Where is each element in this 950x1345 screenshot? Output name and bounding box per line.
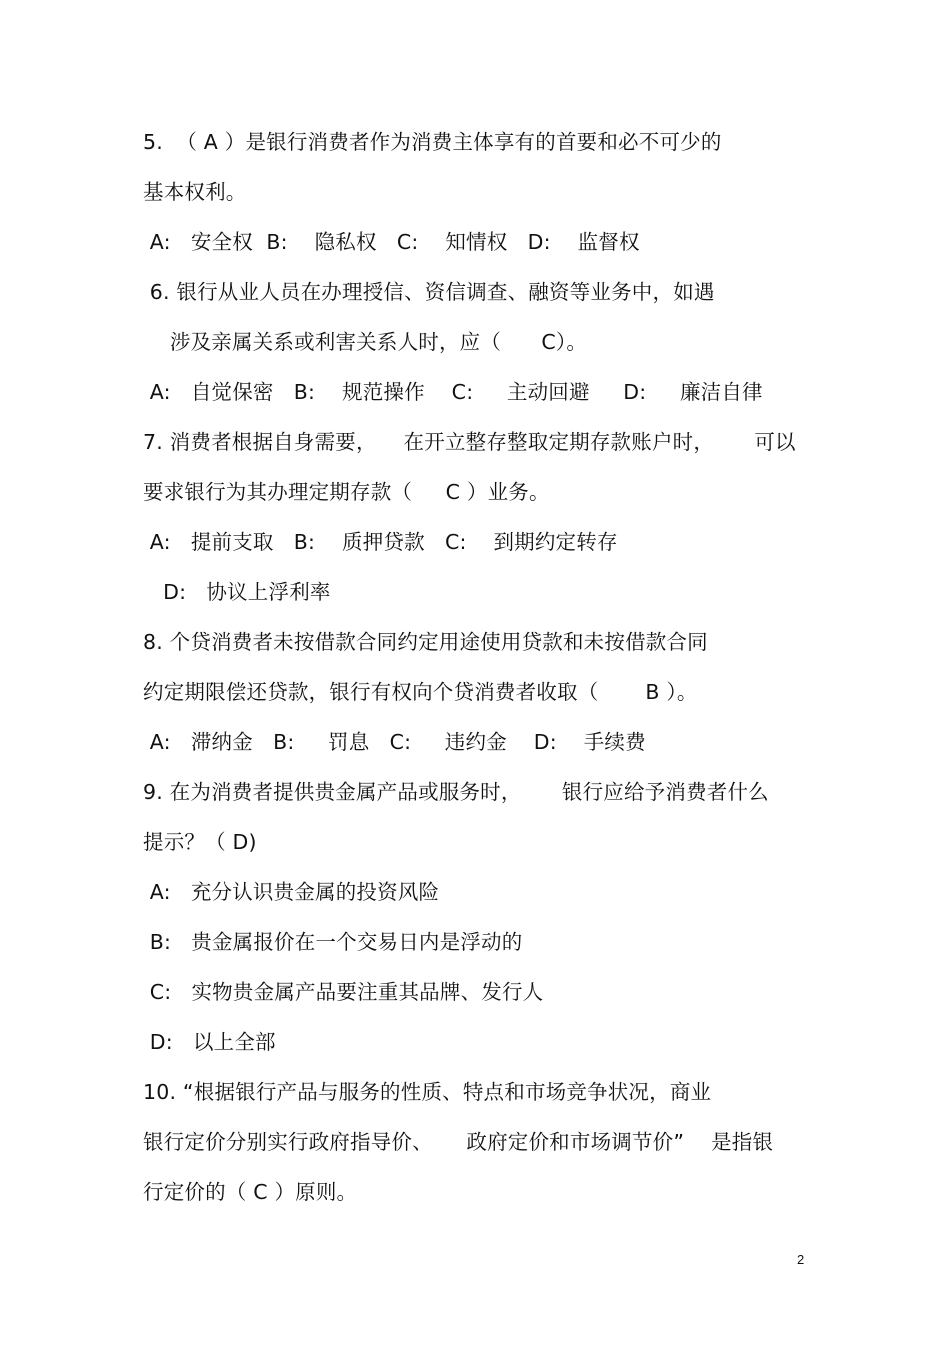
- question-8-options: A: 滞纳金 B: 罚息 C: 违约金 D: 手续费: [143, 730, 646, 754]
- question-7-line-1: 7. 消费者根据自身需要， 在开立整存整取定期存款账户时， 可以: [143, 430, 796, 454]
- question-9-option-a: A: 充分认识贵金属的投资风险: [143, 880, 440, 904]
- question-9-option-b: B: 贵金属报价在一个交易日内是浮动的: [143, 930, 523, 954]
- question-6-options: A: 自觉保密 B: 规范操作 C: 主动回避 D: 廉洁自律: [143, 380, 763, 404]
- question-8-line-2: 约定期限偿还贷款，银行有权向个贷消费者收取（ B ）。: [143, 680, 698, 704]
- question-9-line-1: 9. 在为消费者提供贵金属产品或服务时， 银行应给予消费者什么: [143, 780, 769, 804]
- question-7-options-2: D: 协议上浮利率: [143, 580, 331, 604]
- question-8-line-1: 8. 个贷消费者未按借款合同约定用途使用贷款和未按借款合同: [143, 630, 708, 654]
- question-5-line-2: 基本权利。: [143, 180, 247, 204]
- question-7-options-1: A: 提前支取 B: 质押贷款 C: 到期约定转存: [143, 530, 618, 554]
- question-10-line-3: 行定价的（ C ）原则。: [143, 1180, 358, 1204]
- question-7-line-2: 要求银行为其办理定期存款（ C ）业务。: [143, 480, 550, 504]
- question-9-line-2: 提示？（ D): [143, 830, 257, 854]
- question-9-option-c: C: 实物贵金属产品要注重其品牌、发行人: [143, 980, 544, 1004]
- question-10-line-1: 10. “根据银行产品与服务的性质、特点和市场竞争状况，商业: [143, 1080, 712, 1104]
- page-number: 2: [797, 1252, 805, 1267]
- question-6-line-2: 涉及亲属关系或利害关系人时，应（ C）。: [143, 330, 588, 354]
- question-5-options: A: 安全权 B: 隐私权 C: 知情权 D: 监督权: [143, 230, 640, 254]
- question-10-line-2: 银行定价分别实行政府指导价、 政府定价和市场调节价” 是指银: [143, 1130, 774, 1154]
- question-5-line-1: 5. （ A ）是银行消费者作为消费主体享有的首要和必不可少的: [143, 130, 722, 154]
- question-9-option-d: D: 以上全部: [143, 1030, 276, 1054]
- question-6-line-1: 6. 银行从业人员在办理授信、资信调查、融资等业务中，如遇: [143, 280, 715, 304]
